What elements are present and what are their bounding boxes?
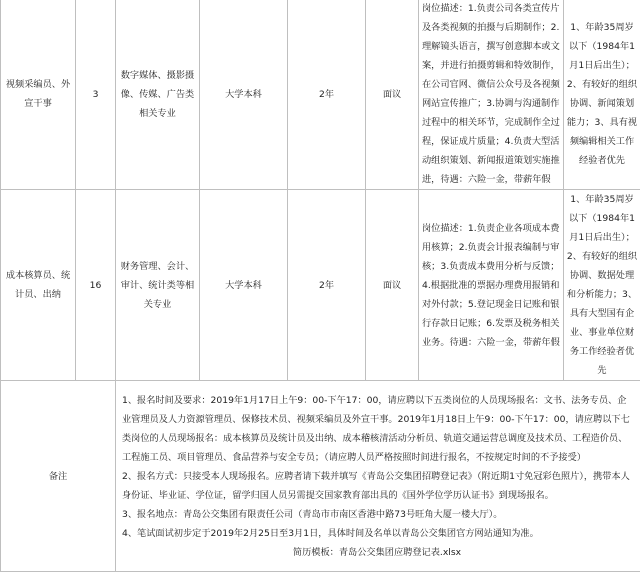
position-cell: 视频采编员、外宣干事 bbox=[1, 0, 76, 190]
education-cell: 大学本科 bbox=[200, 0, 288, 190]
requirements-cell: 1、年龄35周岁以下（1984年1月1日后出生）；2、有较好的组织协调、新闻策划能力；3、具有视频编辑相关工作经验者优先 bbox=[564, 0, 640, 190]
notes-paragraph-1: 1、报名时间及要求：2019年1月17日上午9：00-下午17：00，请应聘以下五类岗位的人员现场报名：文书、法务专员、企业管理员及人力资源管理员、保修技术员、视频采编员及外宣干事。2019年1月18日上午9：00-下午17：00，请应聘以下七类岗位的人员现场报名：成本核算员及统计员及出纳、成本稽核清活动分析员、轨道交通运营总调度及技术员、工程造价员、工程施工员、项目管理员、食品营养与安全专员；（请应聘人员严格按照时间进行报名，不按规定时间的不予接受） bbox=[122, 391, 632, 467]
notes-paragraph-4: 4、笔试面试初步定于2019年2月25日至3月1日，具体时间及名单以青岛公交集团官方网站通知为准。 bbox=[122, 524, 632, 543]
experience-cell: 2年 bbox=[288, 190, 366, 381]
table-row bbox=[1, 0, 640, 190]
notes-paragraph-2: 2、报名方式：只接受本人现场报名。应聘者请下载并填写《青岛公交集团招聘登记表》（附近期1寸免冠彩色照片），携带本人身份证、毕业证、学位证，留学归国人员另需提交国家教育部出具的《国外学位学历认证书》到现场报名。 bbox=[122, 467, 632, 505]
notes-label: 备注 bbox=[1, 381, 116, 572]
count-cell: 3 bbox=[76, 0, 116, 190]
major-cell: 数字媒体、摄影摄像、传媒、广告类相关专业 bbox=[116, 0, 200, 190]
requirements-cell: 1、年龄35周岁以下（1984年1月1日后出生）；2、有较好的组织协调、数据处理和分析能力；3、具有大型国有企业、事业单位财务工作经验者优先 bbox=[564, 190, 640, 381]
position-cell: 成本核算员、统计员、出纳 bbox=[1, 190, 76, 381]
salary-cell: 面议 bbox=[366, 0, 419, 190]
count-cell: 16 bbox=[76, 190, 116, 381]
salary-cell: 面议 bbox=[366, 190, 419, 381]
resume-template-link[interactable]: 简历模板：青岛公交集团应聘登记表.xlsx bbox=[122, 543, 632, 562]
description-cell: 岗位描述：1.负责公司各类宣传片及各类视频的拍摄与后期制作；2.理解镜头语言，撰写创意脚本或文案，并进行拍摄剪辑和特效制作，在公司官网、微信公众号及各视频网站宣传推广；3.协调与沟通制作过程中的相关环节，完成制作全过程，保证成片质量；4.负责大型活动组织策划、新闻报道策划实施推进，待遇：六险一金，带薪年假 bbox=[419, 0, 564, 190]
education-cell: 大学本科 bbox=[200, 190, 288, 381]
experience-cell: 2年 bbox=[288, 0, 366, 190]
notes-paragraph-3: 3、报名地点：青岛公交集团有限责任公司（青岛市市南区香港中路73号旺角大厦一楼大厅）。 bbox=[122, 505, 632, 524]
table-row bbox=[1, 190, 640, 381]
notes-row bbox=[1, 381, 640, 572]
description-cell: 岗位描述：1.负责企业各项成本费用核算；2.负责会计报表编制与审核；3.负责成本费用分析与反馈；4.根据批准的票据办理费用报销和对外付款；5.登记现金日记账和银行存款日记账；6.发票及税务相关业务。待遇：六险一金，带薪年假 bbox=[419, 190, 564, 381]
major-cell: 财务管理、会计、审计、统计类等相关专业 bbox=[116, 190, 200, 381]
notes-content bbox=[116, 381, 640, 572]
